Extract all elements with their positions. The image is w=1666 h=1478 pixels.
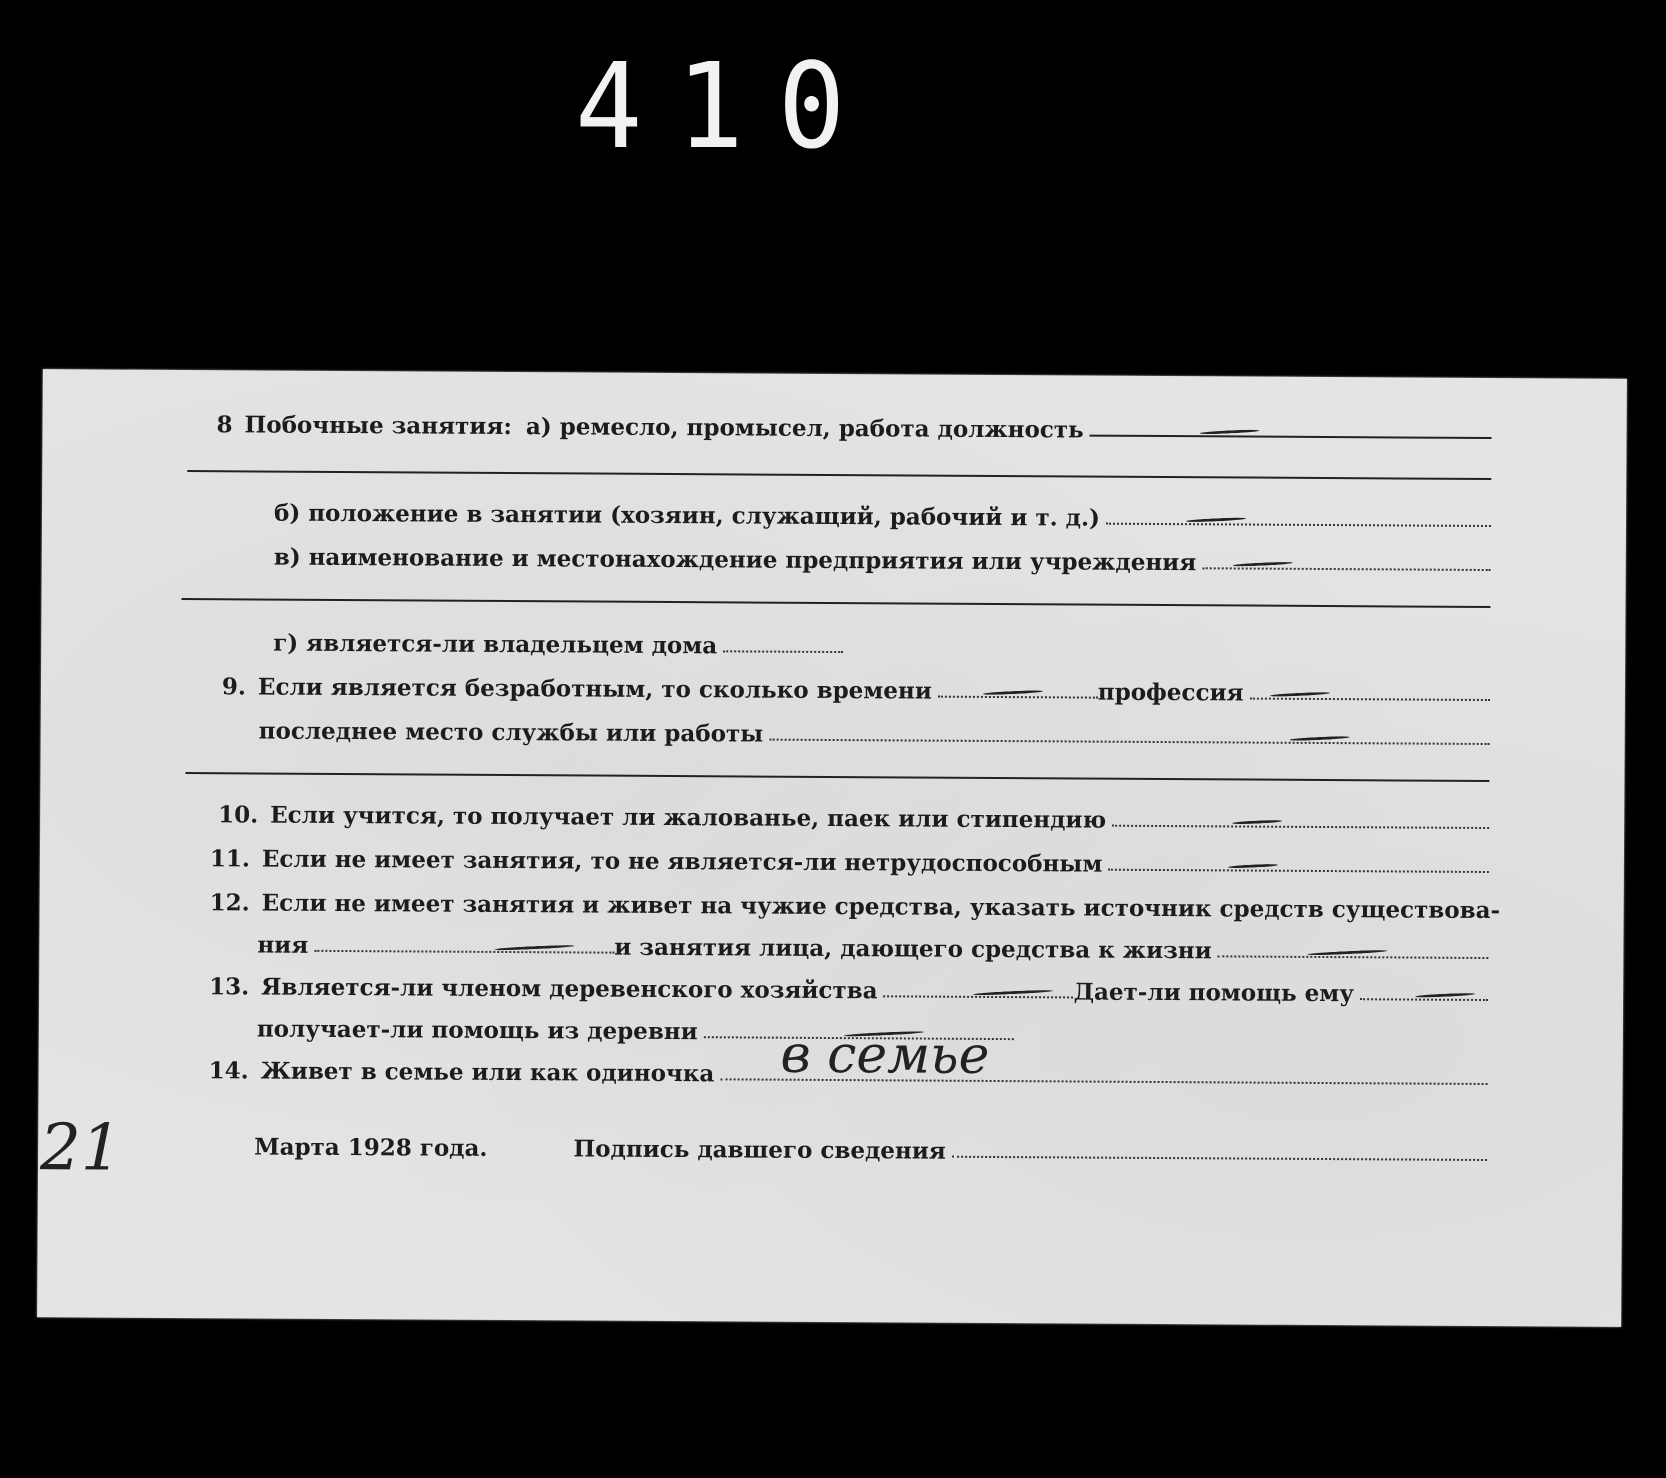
dash-mark [1415, 992, 1475, 998]
question-label: Живет в семье или как одиночка [260, 1057, 715, 1088]
question-number: 12. [209, 889, 250, 917]
answer-line [1106, 523, 1491, 527]
dash-mark [1200, 429, 1260, 435]
footer-row [38, 1111, 1622, 1186]
dash-mark [1232, 561, 1292, 567]
answer-line [884, 995, 1074, 998]
answer-line [314, 950, 614, 954]
date-label: Марта 1928 года. [254, 1133, 488, 1162]
question-label: б) положение в занятии (хозяин, служащий, рабочий и т. д.) [273, 499, 1101, 532]
answer-line [1250, 698, 1490, 701]
divider-line [185, 772, 1489, 782]
answer-line [1218, 955, 1489, 959]
question-label: Если не имеет занятия, то не является-ли нетрудоспособным [261, 845, 1103, 878]
question-label: а) ремесло, промысел, работа должность [525, 413, 1084, 444]
dash-mark [1270, 691, 1330, 697]
dash-mark [1308, 949, 1388, 956]
answer-line [1112, 825, 1489, 829]
answer-line [938, 696, 1098, 699]
question-number: 8 [216, 411, 233, 439]
question-12 [40, 875, 1624, 925]
dash-mark [1228, 863, 1278, 868]
dash-mark [494, 944, 574, 951]
handwritten-answer: в семье [780, 1024, 990, 1086]
question-label-2: профессия [1097, 678, 1244, 707]
dash-mark [983, 690, 1043, 696]
question-number: 11. [209, 845, 251, 873]
question-number: 9. [221, 673, 247, 701]
question-label: Если не имеет занятия и живет на чужие средства, указать источник средств существова- [261, 889, 1501, 925]
frame-number: 410 [575, 38, 880, 176]
census-form-card [37, 369, 1627, 1327]
question-label-2: Дает-ли помощь ему [1073, 978, 1355, 1008]
question-11 [40, 831, 1624, 881]
question-label: ния [257, 931, 309, 959]
signature-line [952, 1156, 1487, 1161]
question-10 [40, 787, 1624, 837]
question-label: последнее место службы или работы [258, 717, 764, 748]
question-number: 10. [218, 801, 259, 829]
answer-line [1108, 869, 1489, 873]
divider-line [182, 598, 1491, 608]
question-label: Является-ли членом деревенского хозяйства [261, 973, 878, 1005]
question-label: в) наименование и местонахождение предприятия или учреждения [273, 543, 1197, 577]
question-title: Побочные занятия: [244, 411, 512, 441]
question-8a [42, 397, 1626, 447]
question-8v [42, 529, 1626, 579]
dash-mark [974, 989, 1054, 996]
question-label: получает-ли помощь из деревни [256, 1015, 698, 1046]
question-label: Если учится, то получает ли жалованье, паек или стипендию [270, 801, 1107, 834]
handwritten-date: 21 [39, 1111, 122, 1186]
question-label-2: и занятия лица, дающего средства к жизни [614, 933, 1212, 965]
answer-line [1090, 435, 1492, 439]
question-12-cont [39, 917, 1623, 967]
question-9-last [41, 703, 1625, 753]
divider-line [187, 470, 1491, 480]
dash-mark [1289, 736, 1349, 742]
question-label: Если является безработным, то сколько времени [257, 673, 932, 705]
question-13 [39, 959, 1623, 1009]
answer-line [1360, 998, 1488, 1001]
question-8g [41, 615, 1625, 665]
dash-mark [1232, 819, 1282, 824]
question-8b [42, 485, 1626, 535]
question-9 [41, 659, 1625, 709]
signature-label: Подпись давшего сведения [573, 1135, 946, 1165]
dash-mark [1186, 517, 1246, 523]
answer-line [769, 739, 1489, 745]
question-label: г) является-ли владельцем дома [273, 629, 718, 660]
answer-line [1202, 567, 1490, 571]
answer-line [720, 1024, 1487, 1086]
question-number: 14. [208, 1057, 249, 1085]
question-number: 13. [209, 973, 250, 1001]
answer-line [723, 650, 843, 653]
